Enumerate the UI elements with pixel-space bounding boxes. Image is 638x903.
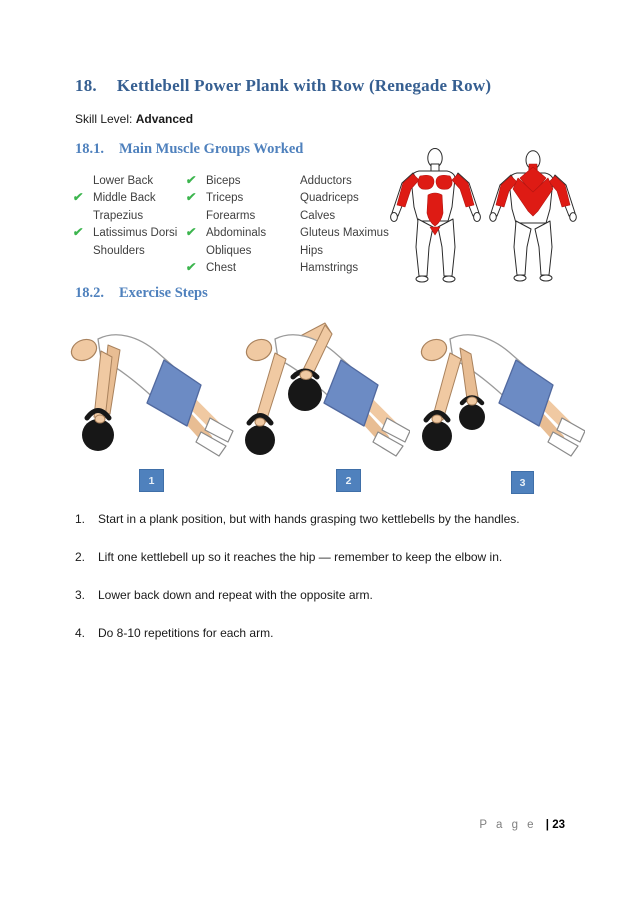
exercise-illustrations	[60, 313, 585, 463]
muscle-item	[186, 172, 280, 189]
muscle-item	[73, 242, 186, 259]
muscle-label: Trapezius	[93, 209, 144, 222]
check-icon: ✔	[185, 225, 198, 240]
muscle-item	[186, 259, 280, 276]
muscle-label: Adductors	[300, 175, 352, 187]
muscle-label: Latissimus Dorsi	[93, 227, 178, 240]
check-icon: ✔	[72, 190, 85, 205]
muscle-label: Lower Back	[93, 175, 154, 187]
exercise-figure-2-row-icon	[235, 313, 410, 463]
footer-page-number: | 23	[545, 819, 565, 831]
check-icon: ✔	[185, 173, 198, 187]
check-icon: ✔	[185, 190, 198, 205]
step-text: Start in a plank position, but with hands grasping two kettlebells by the handles.	[98, 512, 520, 526]
muscle-label: Biceps	[206, 175, 241, 187]
step-number: 4.	[75, 626, 86, 640]
exercise-figure-1-plank-icon	[60, 313, 235, 463]
step-text: Lift one kettlebell up so it reaches the hip — remember to keep the elbow in.	[98, 550, 503, 564]
page-title	[75, 76, 491, 96]
muscle-item	[186, 242, 280, 259]
anatomy-back-figure	[487, 149, 579, 285]
muscle-column	[73, 172, 186, 276]
check-icon: ✔	[185, 259, 198, 274]
figure-number-badge-2: 2	[336, 469, 361, 492]
muscle-label: Chest	[206, 261, 237, 274]
muscle-item	[186, 224, 280, 241]
muscle-label: Forearms	[206, 209, 256, 222]
muscle-label: Hips	[300, 244, 324, 257]
muscle-label: Hamstrings	[300, 261, 359, 274]
muscle-label: Obliques	[206, 244, 252, 257]
muscle-item	[73, 224, 186, 241]
muscle-label: Triceps	[206, 192, 244, 205]
check-icon: ✔	[72, 225, 85, 240]
step-text: Do 8-10 repetitions for each arm.	[98, 626, 274, 640]
step-number: 1.	[75, 512, 86, 526]
muscle-label: Calves	[300, 209, 336, 222]
muscle-label: Quadriceps	[300, 192, 359, 205]
skill-level-value: Advanced	[135, 112, 194, 126]
step-item	[75, 512, 575, 527]
section-heading-exercise-steps	[75, 285, 208, 302]
muscle-column	[186, 172, 280, 276]
step-item	[75, 550, 575, 565]
exercise-figure-3-lower-icon	[410, 313, 585, 463]
anatomy-front-figure	[388, 147, 483, 287]
figure-number-badge-1: 1	[139, 469, 164, 492]
muscle-label: Abdominals	[206, 227, 267, 240]
muscle-item	[73, 172, 186, 189]
muscle-item	[73, 207, 186, 224]
heading-number: 18.	[75, 76, 97, 95]
page-footer	[479, 819, 565, 831]
section-heading-muscle-groups	[75, 141, 303, 158]
muscle-label: Gluteus Maximus	[300, 227, 389, 240]
step-item	[75, 588, 575, 603]
muscle-label: Shoulders	[93, 244, 145, 257]
muscle-label: Middle Back	[93, 192, 156, 205]
section-number: 18.2.	[75, 285, 104, 301]
step-item	[75, 626, 575, 641]
muscle-item	[73, 189, 186, 206]
figure-number-badge-3: 3	[511, 471, 534, 494]
footer-page-label: P a g e	[479, 819, 537, 831]
muscle-item	[186, 207, 280, 224]
section-number: 18.1.	[75, 141, 104, 157]
section-title: Main Muscle Groups Worked	[119, 141, 304, 157]
step-text: Lower back down and repeat with the opposite arm.	[98, 588, 373, 602]
section-title: Exercise Steps	[119, 285, 208, 301]
skill-level-label: Skill Level:	[75, 112, 133, 126]
heading-title: Kettlebell Power Plank with Row (Renegade Row)	[116, 76, 492, 95]
skill-level-line	[75, 112, 193, 126]
muscle-item	[186, 189, 280, 206]
muscle-checklist	[73, 172, 420, 276]
step-number: 2.	[75, 550, 86, 564]
exercise-steps-list	[75, 512, 575, 664]
step-number: 3.	[75, 588, 86, 602]
